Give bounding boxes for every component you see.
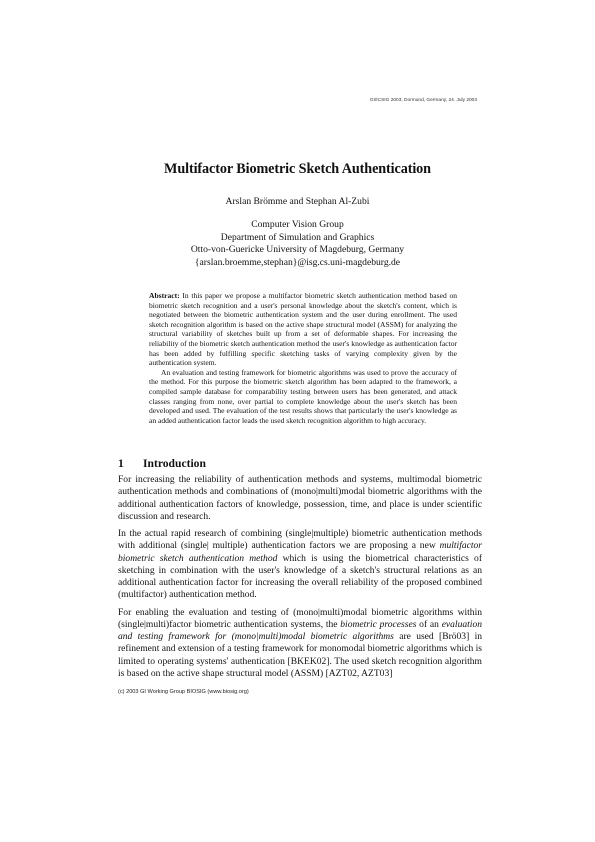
abstract-paragraph-2: An evaluation and testing framework for biometric algorithms was used to prove the accuracy of the method. For this purpose the biometric sketch algorithm has been adapted to the framework, a compiled sample database for comparability testing between users has been generated, and attack classes ranging from none, over partial to complete knowledge about the user's sketch has been developed and used. The evaluation of the test results shows that particularly the user's knowledge as an added authentication factor leads the used sketch recognition algorithm to high accuracy. (149, 367, 457, 425)
p3-emphasis-1: biometric processes (340, 618, 417, 630)
author-list: Arslan Brömme and Stephan Al-Zubi (225, 196, 370, 207)
section-number: 1 (118, 457, 124, 470)
body-paragraph-1: For increasing the reliability of authentication methods and systems, multimodal biometric authentication methods and combinations of (mono|multi)modal biometric algorithms with the additional authentication factors of knowledge, possession, time, and place is under scientific discussion and research. (118, 474, 482, 522)
affiliation-department: Department of Simulation and Graphics (220, 231, 375, 243)
abstract (149, 291, 457, 425)
p2-emphasis: multifactor biometric sketch authentication method (118, 540, 482, 564)
abstract-text-1: In this paper we propose a multifactor biometric sketch authentication method based on biometric sketch recognition and a user's personal knowledge about the sketch's content, which is negotiated between the biometric authentication system and the user during enrollment. The used sketch recognition algorithm is based on the active shape structural model (ASSM) for analyzing the structural variability of sketches built up from a set of deformable shapes. For increasing the reliability of the biometric sketch authentication method the user's knowledge as authentication factor has been added by fulfilling specific sketching tasks of varying complexity given by the authentication system. (149, 291, 457, 368)
section-heading-introduction (118, 457, 206, 470)
p3-text-c: are used [Brö03] in refinement and extension of a testing framework for monomodal biometric algorithms which is limited to operating systems' authentication [BKEK02]. The used sketch recognition algorithm is based on the active shape structural model (ASSM) [AZT02, AZT03] (118, 631, 482, 679)
p3-emphasis-2: evaluation and testing framework for (mono|multi)modal biometric algorithms (118, 618, 482, 642)
affiliation-block (0, 219, 595, 269)
paper-title: Multifactor Biometric Sketch Authentication (164, 161, 431, 177)
section-body (118, 474, 482, 685)
p2-text-b: which is using the biometrical characteristics of sketching in combination with the user's knowledge of a sketch's structural relations as an additional authentication factor for increasing the overall reliability of the proposed combined (multifactor) authentication method. (118, 552, 483, 601)
p3-text-a: For enabling the evaluation and testing of (mono|multi)modal biometric algorithms within (single|multi)factor biometric authentication systems, the (118, 606, 482, 630)
running-head: GI/ICSIG 2003, Dormund, Germany, 24. July 2003 (369, 98, 477, 103)
body-paragraph-2 (118, 528, 482, 602)
abstract-paragraph-1 (149, 291, 457, 368)
section-title: Introduction (143, 457, 206, 470)
affiliation-email: {arslan.broemme,stephan}@isg.cs.uni-magdeburg.de (194, 256, 401, 268)
p2-text-a: In the actual rapid research of combining (single|multiple) biometric authentication methods with additional (single| multiple) authentication factors we are proposing a new (118, 528, 482, 552)
abstract-label: Abstract: (149, 291, 180, 300)
body-paragraph-3 (118, 607, 482, 681)
affiliation-university: Otto-von-Guericke University of Magdeburg, Germany (190, 244, 405, 256)
p3-text-b: of an (416, 618, 442, 630)
copyright-footer: (c) 2003 GI Working Group BIOSIG (www.biosig.org) (118, 689, 249, 695)
affiliation-group: Computer Vision Group (251, 219, 344, 230)
